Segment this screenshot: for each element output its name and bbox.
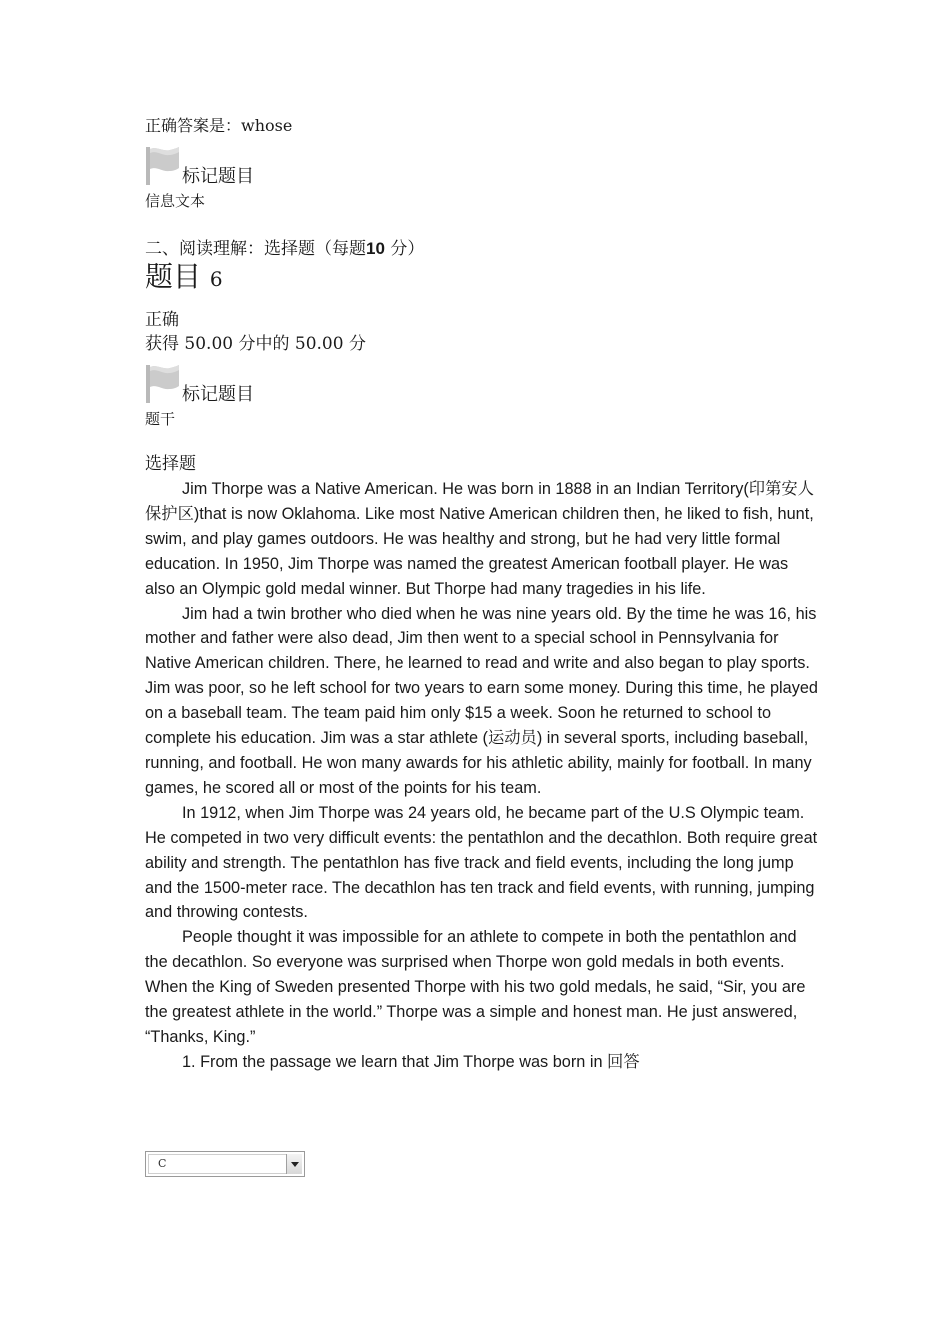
passage-paragraph-2: Jim had a twin brother who died when he was nine years old. By the time he was 16, his mother and father were also dead, Jim then went to a special school in Pennsylvania for Native American children. There, he learned to read and write and also began to play sports. Jim was poor, so he left school for two years to earn some money. During this time, he played on a baseball team. The team paid him only $15 a week. Soon he returned to school to complete his education. Jim was a star athlete (运动员) in several sports, including baseball, running, and football. He won many awards for his athletic ability, mainly for football. In many games, he scored all or most of the points for his team.: [145, 604, 818, 797]
passage-paragraph-3: In 1912, when Jim Thorpe was 24 years old, he became part of the U.S Olympic team. He competed in two very difficult events: the pentathlon and the decathlon. Both require great ability and strength. The pentathlon has five track and field events, including the long jump and the 1500-meter race. The decathlon has ten track and field events, with running, jumping and throwing contests.: [145, 803, 818, 922]
question-title: [145, 260, 825, 296]
question-content: [145, 114, 825, 1075]
reading-passage: [145, 477, 821, 1075]
subquestion-prompt: [145, 1050, 821, 1075]
info-text-label: 信息文本: [145, 192, 206, 210]
section-heading: [145, 238, 825, 260]
section-heading-suffix: 分）: [390, 239, 425, 259]
question-stem-label: 题干: [145, 410, 176, 428]
flag-question-link-1[interactable]: [145, 140, 825, 186]
section-score: 10: [366, 239, 385, 258]
question-number: 6: [209, 267, 223, 291]
subquestion-text: 1. From the passage we learn that Jim Thorpe was born in: [182, 1052, 603, 1071]
question-grade: 获得 50.00 分中的 50.00 分: [145, 334, 366, 354]
question-title-label: 题目: [145, 260, 202, 293]
flag-question-link-2[interactable]: [145, 358, 825, 404]
flag-icon[interactable]: [145, 146, 181, 186]
answer-select-value[interactable]: C: [158, 1157, 167, 1170]
flag-icon[interactable]: [145, 364, 181, 404]
answer-label: 回答: [607, 1051, 640, 1071]
section-heading-prefix: 二、阅读理解：选择题（每题: [145, 239, 366, 259]
flag-question-label[interactable]: 标记题目: [182, 384, 254, 405]
passage-paragraph-1: Jim Thorpe was a Native American. He was born in 1888 in an Indian Territory(印第安人保护区)that is now Oklahoma. Like most Native American children then, he liked to fish, hunt, swim, and play games outdoors. He was healthy and strong, but he had very little formal education. In 1950, Jim Thorpe was named the greatest American football player. He was also an Olympic gold medal winner. But Thorpe had many tragedies in his life.: [145, 480, 814, 598]
question-state: 正确: [145, 310, 179, 330]
answer-select[interactable]: [145, 1151, 305, 1177]
previous-correct-answer: 正确答案是：whose: [145, 116, 293, 135]
question-type: 选择题: [145, 454, 196, 474]
chevron-down-icon[interactable]: [286, 1154, 302, 1174]
flag-question-label[interactable]: 标记题目: [182, 166, 254, 187]
answer-select-inner[interactable]: [148, 1154, 302, 1174]
passage-paragraph-4: People thought it was impossible for an athlete to compete in both the pentathlon and the decathlon. So everyone was surprised when Thorpe won gold medals in both events. When the King of Sweden presented Thorpe with his two gold medals, he said, “Sir, you are the greatest athlete in the world.” Thorpe was a simple and honest man. He just answered, “Thanks, King.”: [145, 928, 806, 1046]
